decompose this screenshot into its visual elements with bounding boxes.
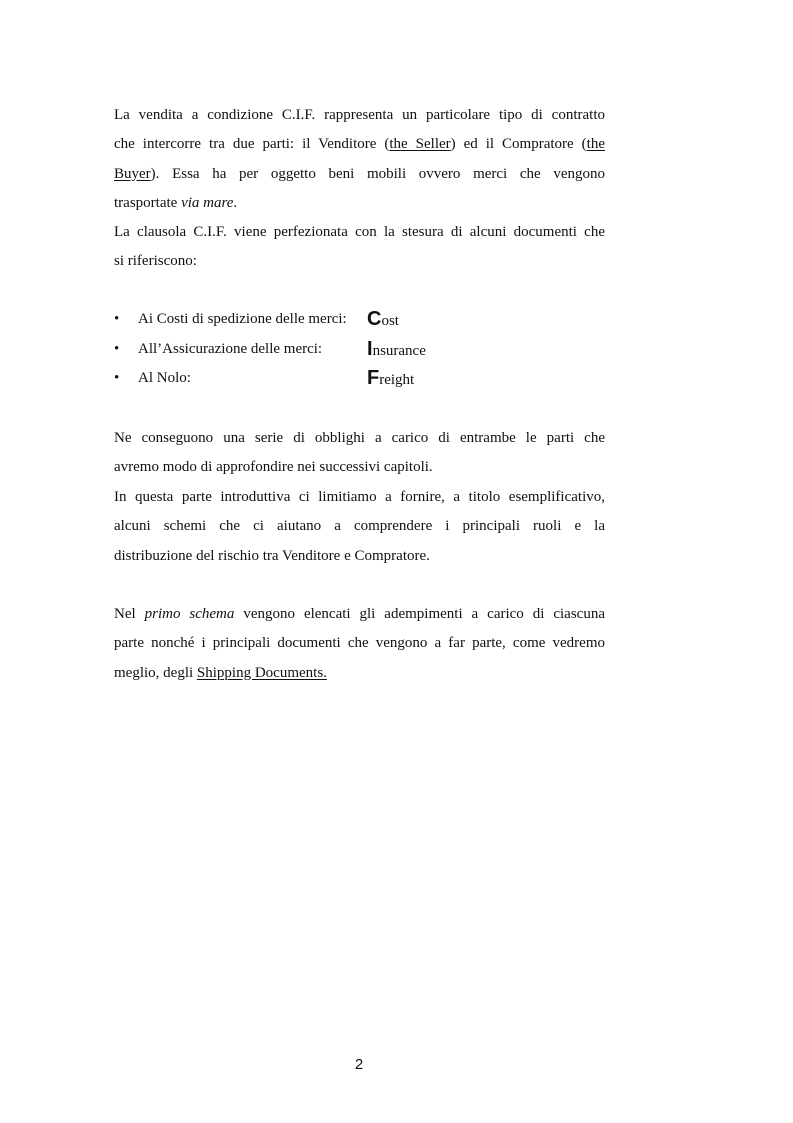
bullet-marker: •: [114, 370, 120, 387]
text-line: distribuzione del rischio tra Venditore e Compratore.: [114, 547, 430, 564]
paragraph-primo-schema: [114, 600, 605, 688]
bullet-item-insurance: [114, 335, 605, 365]
bullet-label: Al Nolo:: [138, 370, 191, 387]
emphasis-via-mare: via mare: [181, 194, 234, 211]
bullet-term: Cost: [367, 308, 399, 330]
paragraph-obblighi: [114, 424, 605, 483]
link-the-seller[interactable]: the Seller: [389, 136, 451, 153]
bullet-marker: •: [114, 311, 120, 327]
bullet-term: Insurance: [367, 337, 426, 360]
text-line: alcuni schemi che ci aiutano a comprendere i principali ruoli e la: [114, 518, 605, 535]
text-line: parte nonché i principali documenti che vengono a far parte, come vedremo: [114, 635, 605, 652]
cif-bullet-list: [114, 305, 605, 394]
text-line: trasportate via mare.: [114, 194, 238, 211]
text-line: La clausola C.I.F. viene perfezionata con la stesura di alcuni documenti che: [114, 224, 605, 240]
emphasis-primo-schema: primo schema: [144, 606, 235, 622]
text-line: meglio, degli Shipping Documents.: [114, 664, 327, 681]
text-line: La vendita a condizione C.I.F. rappresenta un particolare tipo di contratto: [114, 107, 605, 123]
bullet-label: Ai Costi di spedizione delle merci:: [138, 311, 347, 327]
bullet-marker: •: [114, 340, 120, 357]
paragraph-cif-definition: [114, 101, 605, 218]
text-line: In questa parte introduttiva ci limitiamo a fornire, a titolo esemplificativo,: [114, 489, 605, 505]
bullet-item-cost: [114, 305, 605, 335]
link-the-buyer-cont[interactable]: Buyer: [114, 165, 151, 182]
text-line: Nel primo schema vengono elencati gli adempimenti a carico di ciascuna: [114, 606, 605, 622]
bullet-item-freight: [114, 364, 605, 394]
link-shipping-documents[interactable]: Shipping Documents.: [196, 664, 327, 681]
paragraph-schemi: [114, 483, 605, 571]
text-line: Ne conseguono una serie di obblighi a carico di entrambe le parti che: [114, 430, 605, 446]
paragraph-clausola: [114, 218, 605, 277]
page-number: 2: [354, 1056, 364, 1073]
text-line: avremo modo di approfondire nei successivi capitoli.: [114, 459, 433, 476]
link-the-buyer[interactable]: the: [586, 136, 605, 153]
bullet-label: All’Assicurazione delle merci:: [138, 340, 323, 357]
bullet-term: Freight: [367, 367, 415, 390]
text-line: Buyer). Essa ha per oggetto beni mobili ovvero merci che vengono: [114, 165, 605, 182]
text-line: che intercorre tra due parti: il Venditore (the Seller) ed il Compratore (the: [114, 136, 605, 153]
text-line: si riferiscono:: [114, 253, 197, 270]
